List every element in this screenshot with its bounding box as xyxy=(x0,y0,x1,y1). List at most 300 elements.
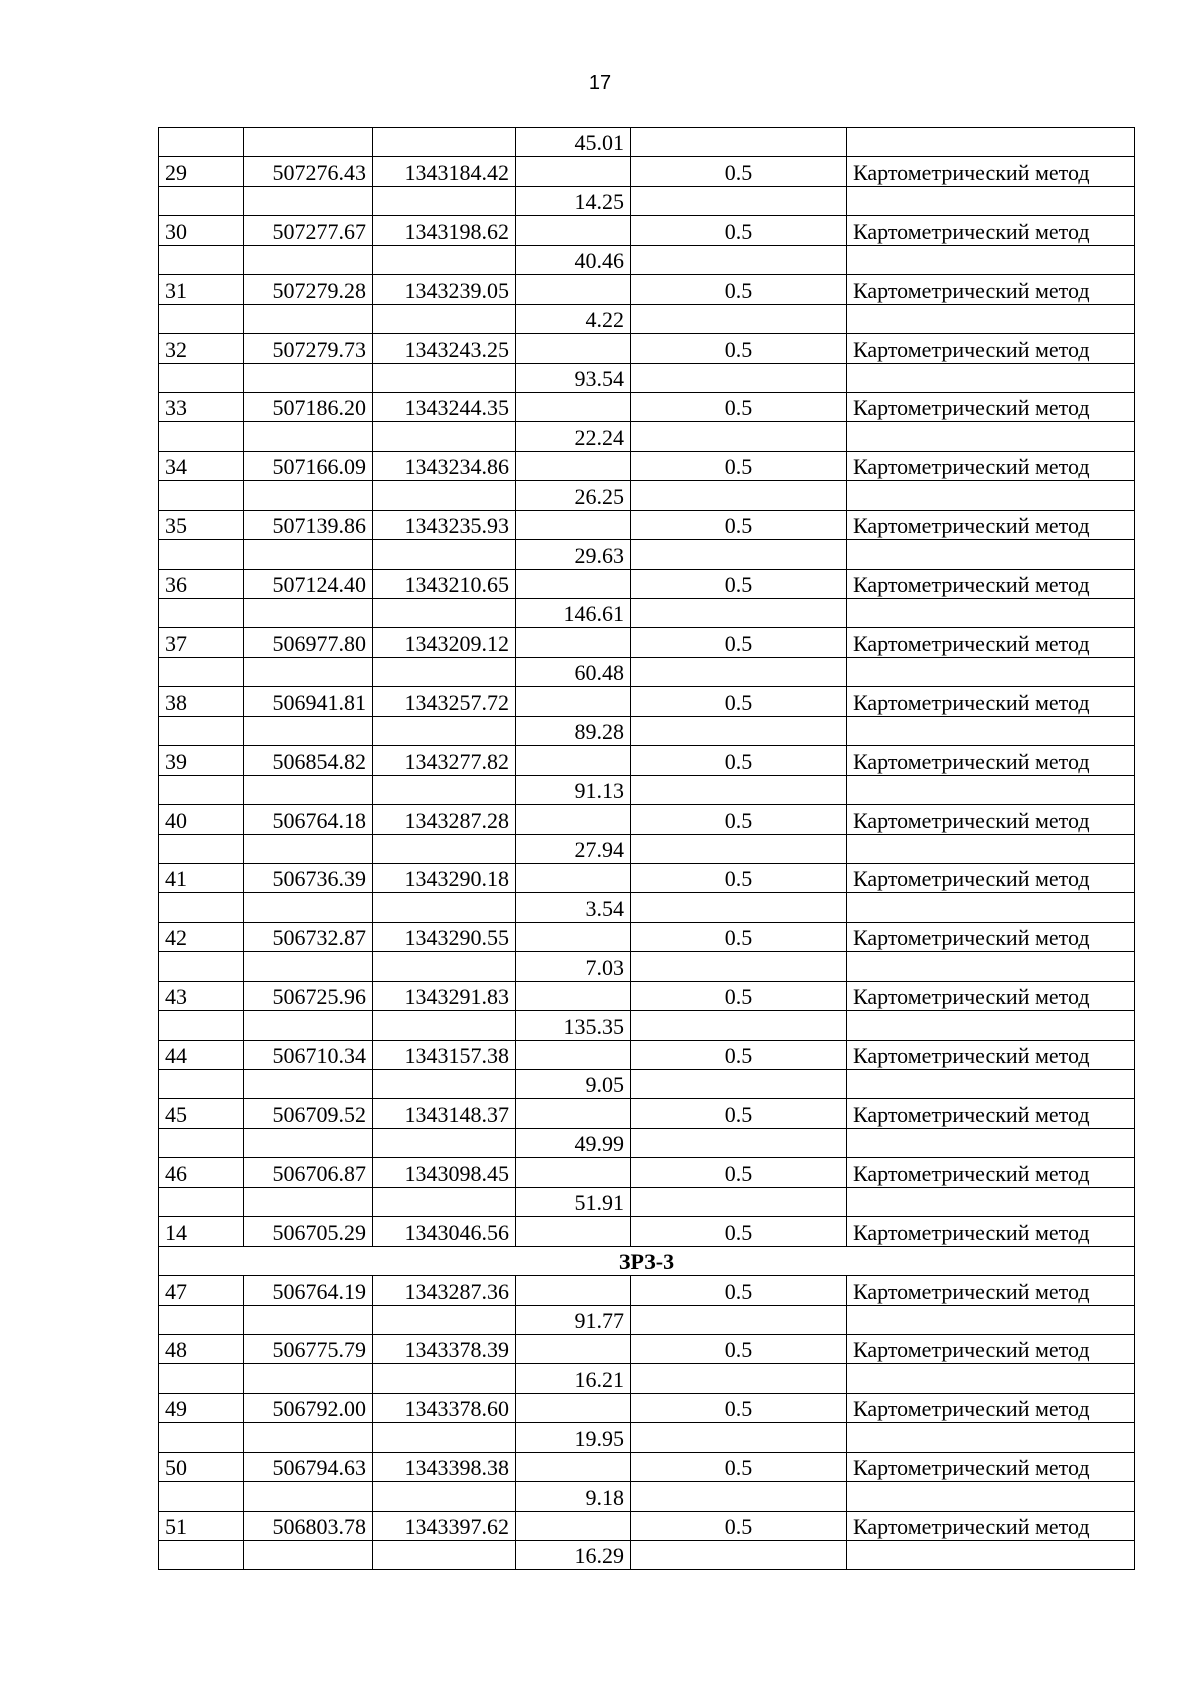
method-cell: Картометрический метод xyxy=(847,334,1135,363)
x-coordinate-cell xyxy=(244,304,373,333)
point-number-cell xyxy=(159,1011,244,1040)
point-number-cell xyxy=(159,1364,244,1393)
y-coordinate-cell: 1343291.83 xyxy=(373,981,516,1010)
accuracy-cell: 0.5 xyxy=(631,1393,847,1422)
method-cell: Картометрический метод xyxy=(847,157,1135,186)
point-row xyxy=(159,805,1135,834)
x-coordinate-cell xyxy=(244,657,373,686)
accuracy-cell xyxy=(631,1305,847,1334)
distance-cell: 29.63 xyxy=(516,540,631,569)
method-cell: Картометрический метод xyxy=(847,1334,1135,1363)
point-row xyxy=(159,334,1135,363)
y-coordinate-cell: 1343184.42 xyxy=(373,157,516,186)
y-coordinate-cell xyxy=(373,304,516,333)
x-coordinate-cell: 506794.63 xyxy=(244,1452,373,1481)
x-coordinate-cell: 506710.34 xyxy=(244,1040,373,1069)
point-number-cell: 44 xyxy=(159,1040,244,1069)
x-coordinate-cell: 507277.67 xyxy=(244,216,373,245)
point-number-cell xyxy=(159,1423,244,1452)
point-number-cell xyxy=(159,893,244,922)
x-coordinate-cell xyxy=(244,1011,373,1040)
method-cell xyxy=(847,716,1135,745)
point-number-cell xyxy=(159,1128,244,1157)
accuracy-cell xyxy=(631,481,847,510)
method-cell: Картометрический метод xyxy=(847,275,1135,304)
point-row xyxy=(159,1393,1135,1422)
distance-cell: 9.18 xyxy=(516,1482,631,1511)
y-coordinate-cell xyxy=(373,128,516,157)
distance-row xyxy=(159,1423,1135,1452)
distance-row xyxy=(159,186,1135,215)
y-coordinate-cell xyxy=(373,834,516,863)
y-coordinate-cell: 1343244.35 xyxy=(373,392,516,421)
y-coordinate-cell xyxy=(373,1011,516,1040)
distance-cell xyxy=(516,569,631,598)
point-row xyxy=(159,1217,1135,1246)
y-coordinate-cell xyxy=(373,1482,516,1511)
method-cell xyxy=(847,1423,1135,1452)
point-number-cell: 32 xyxy=(159,334,244,363)
y-coordinate-cell: 1343378.39 xyxy=(373,1334,516,1363)
distance-row xyxy=(159,952,1135,981)
method-cell: Картометрический метод xyxy=(847,628,1135,657)
method-cell xyxy=(847,363,1135,392)
accuracy-cell xyxy=(631,363,847,392)
distance-cell xyxy=(516,216,631,245)
accuracy-cell xyxy=(631,952,847,981)
accuracy-cell xyxy=(631,716,847,745)
x-coordinate-cell xyxy=(244,1364,373,1393)
point-row xyxy=(159,863,1135,892)
accuracy-cell xyxy=(631,1070,847,1099)
x-coordinate-cell: 507124.40 xyxy=(244,569,373,598)
distance-cell: 4.22 xyxy=(516,304,631,333)
x-coordinate-cell xyxy=(244,1070,373,1099)
distance-row xyxy=(159,716,1135,745)
y-coordinate-cell xyxy=(373,186,516,215)
distance-cell xyxy=(516,746,631,775)
distance-cell xyxy=(516,1393,631,1422)
method-cell xyxy=(847,893,1135,922)
x-coordinate-cell: 506941.81 xyxy=(244,687,373,716)
x-coordinate-cell xyxy=(244,775,373,804)
accuracy-cell xyxy=(631,893,847,922)
method-cell: Картометрический метод xyxy=(847,863,1135,892)
accuracy-cell: 0.5 xyxy=(631,628,847,657)
distance-cell: 49.99 xyxy=(516,1128,631,1157)
point-number-cell xyxy=(159,1305,244,1334)
point-row xyxy=(159,922,1135,951)
distance-cell: 45.01 xyxy=(516,128,631,157)
accuracy-cell: 0.5 xyxy=(631,1511,847,1540)
method-cell: Картометрический метод xyxy=(847,510,1135,539)
point-row xyxy=(159,981,1135,1010)
x-coordinate-cell: 507166.09 xyxy=(244,451,373,480)
y-coordinate-cell xyxy=(373,363,516,392)
x-coordinate-cell xyxy=(244,834,373,863)
y-coordinate-cell: 1343209.12 xyxy=(373,628,516,657)
accuracy-cell: 0.5 xyxy=(631,334,847,363)
point-number-cell: 39 xyxy=(159,746,244,775)
point-number-cell xyxy=(159,1541,244,1570)
y-coordinate-cell: 1343378.60 xyxy=(373,1393,516,1422)
accuracy-cell xyxy=(631,1482,847,1511)
method-cell: Картометрический метод xyxy=(847,746,1135,775)
y-coordinate-cell: 1343098.45 xyxy=(373,1158,516,1187)
x-coordinate-cell: 506775.79 xyxy=(244,1334,373,1363)
point-number-cell xyxy=(159,481,244,510)
y-coordinate-cell xyxy=(373,1070,516,1099)
accuracy-cell: 0.5 xyxy=(631,687,847,716)
point-number-cell: 29 xyxy=(159,157,244,186)
distance-cell: 14.25 xyxy=(516,186,631,215)
point-row xyxy=(159,510,1135,539)
accuracy-cell: 0.5 xyxy=(631,1334,847,1363)
y-coordinate-cell: 1343287.28 xyxy=(373,805,516,834)
point-number-cell xyxy=(159,422,244,451)
section-header-row xyxy=(159,1246,1135,1275)
y-coordinate-cell: 1343046.56 xyxy=(373,1217,516,1246)
distance-row xyxy=(159,1128,1135,1157)
point-number-cell xyxy=(159,128,244,157)
x-coordinate-cell xyxy=(244,128,373,157)
x-coordinate-cell: 506732.87 xyxy=(244,922,373,951)
y-coordinate-cell: 1343239.05 xyxy=(373,275,516,304)
y-coordinate-cell xyxy=(373,1423,516,1452)
x-coordinate-cell xyxy=(244,1423,373,1452)
x-coordinate-cell: 507276.43 xyxy=(244,157,373,186)
point-row xyxy=(159,1452,1135,1481)
distance-row xyxy=(159,834,1135,863)
method-cell: Картометрический метод xyxy=(847,216,1135,245)
method-cell xyxy=(847,540,1135,569)
accuracy-cell: 0.5 xyxy=(631,1158,847,1187)
distance-cell: 135.35 xyxy=(516,1011,631,1040)
distance-row xyxy=(159,1011,1135,1040)
accuracy-cell xyxy=(631,834,847,863)
y-coordinate-cell xyxy=(373,481,516,510)
method-cell: Картометрический метод xyxy=(847,1452,1135,1481)
point-number-cell: 43 xyxy=(159,981,244,1010)
distance-cell: 91.77 xyxy=(516,1305,631,1334)
point-row xyxy=(159,1040,1135,1069)
point-number-cell: 42 xyxy=(159,922,244,951)
distance-row xyxy=(159,363,1135,392)
x-coordinate-cell: 506764.19 xyxy=(244,1276,373,1305)
y-coordinate-cell xyxy=(373,422,516,451)
accuracy-cell xyxy=(631,657,847,686)
distance-row xyxy=(159,1070,1135,1099)
distance-cell xyxy=(516,1040,631,1069)
distance-row xyxy=(159,481,1135,510)
distance-row xyxy=(159,304,1135,333)
y-coordinate-cell xyxy=(373,1541,516,1570)
accuracy-cell xyxy=(631,1128,847,1157)
point-number-cell xyxy=(159,245,244,274)
point-number-cell: 46 xyxy=(159,1158,244,1187)
point-number-cell: 33 xyxy=(159,392,244,421)
point-number-cell xyxy=(159,304,244,333)
y-coordinate-cell xyxy=(373,1364,516,1393)
distance-cell xyxy=(516,805,631,834)
y-coordinate-cell: 1343148.37 xyxy=(373,1099,516,1128)
y-coordinate-cell xyxy=(373,1128,516,1157)
method-cell: Картометрический метод xyxy=(847,1393,1135,1422)
distance-cell: 89.28 xyxy=(516,716,631,745)
point-number-cell: 34 xyxy=(159,451,244,480)
x-coordinate-cell: 506764.18 xyxy=(244,805,373,834)
point-row xyxy=(159,275,1135,304)
distance-cell xyxy=(516,334,631,363)
y-coordinate-cell: 1343198.62 xyxy=(373,216,516,245)
accuracy-cell: 0.5 xyxy=(631,569,847,598)
distance-cell xyxy=(516,510,631,539)
y-coordinate-cell: 1343210.65 xyxy=(373,569,516,598)
distance-cell xyxy=(516,1511,631,1540)
distance-row xyxy=(159,1364,1135,1393)
point-number-cell: 36 xyxy=(159,569,244,598)
x-coordinate-cell: 507279.28 xyxy=(244,275,373,304)
point-number-cell xyxy=(159,716,244,745)
y-coordinate-cell: 1343234.86 xyxy=(373,451,516,480)
method-cell xyxy=(847,422,1135,451)
x-coordinate-cell xyxy=(244,1187,373,1216)
point-number-cell: 51 xyxy=(159,1511,244,1540)
accuracy-cell: 0.5 xyxy=(631,392,847,421)
y-coordinate-cell xyxy=(373,245,516,274)
accuracy-cell xyxy=(631,186,847,215)
x-coordinate-cell: 506792.00 xyxy=(244,1393,373,1422)
method-cell xyxy=(847,128,1135,157)
x-coordinate-cell: 507186.20 xyxy=(244,392,373,421)
point-number-cell xyxy=(159,834,244,863)
point-row xyxy=(159,1158,1135,1187)
distance-row xyxy=(159,540,1135,569)
accuracy-cell: 0.5 xyxy=(631,863,847,892)
accuracy-cell: 0.5 xyxy=(631,1452,847,1481)
point-number-cell: 50 xyxy=(159,1452,244,1481)
y-coordinate-cell xyxy=(373,1187,516,1216)
y-coordinate-cell: 1343397.62 xyxy=(373,1511,516,1540)
distance-cell: 40.46 xyxy=(516,245,631,274)
method-cell: Картометрический метод xyxy=(847,1040,1135,1069)
point-row xyxy=(159,1099,1135,1128)
accuracy-cell xyxy=(631,540,847,569)
method-cell: Картометрический метод xyxy=(847,1158,1135,1187)
method-cell: Картометрический метод xyxy=(847,922,1135,951)
distance-cell: 16.29 xyxy=(516,1541,631,1570)
y-coordinate-cell xyxy=(373,657,516,686)
distance-cell: 27.94 xyxy=(516,834,631,863)
accuracy-cell xyxy=(631,1187,847,1216)
distance-cell: 19.95 xyxy=(516,1423,631,1452)
method-cell: Картометрический метод xyxy=(847,1276,1135,1305)
distance-cell xyxy=(516,628,631,657)
method-cell xyxy=(847,1364,1135,1393)
point-number-cell xyxy=(159,657,244,686)
x-coordinate-cell: 506854.82 xyxy=(244,746,373,775)
x-coordinate-cell: 507279.73 xyxy=(244,334,373,363)
method-cell: Картометрический метод xyxy=(847,1217,1135,1246)
point-number-cell: 48 xyxy=(159,1334,244,1363)
accuracy-cell: 0.5 xyxy=(631,805,847,834)
point-number-cell: 31 xyxy=(159,275,244,304)
page-number: 17 xyxy=(588,72,612,94)
point-number-cell xyxy=(159,186,244,215)
distance-cell: 22.24 xyxy=(516,422,631,451)
distance-cell xyxy=(516,157,631,186)
method-cell: Картометрический метод xyxy=(847,1099,1135,1128)
x-coordinate-cell xyxy=(244,893,373,922)
point-number-cell xyxy=(159,952,244,981)
method-cell xyxy=(847,952,1135,981)
point-number-cell xyxy=(159,1187,244,1216)
accuracy-cell xyxy=(631,1011,847,1040)
y-coordinate-cell xyxy=(373,716,516,745)
distance-cell: 93.54 xyxy=(516,363,631,392)
y-coordinate-cell: 1343290.55 xyxy=(373,922,516,951)
point-row xyxy=(159,1276,1135,1305)
distance-cell xyxy=(516,1452,631,1481)
accuracy-cell: 0.5 xyxy=(631,275,847,304)
y-coordinate-cell: 1343243.25 xyxy=(373,334,516,363)
accuracy-cell: 0.5 xyxy=(631,1099,847,1128)
distance-cell xyxy=(516,687,631,716)
accuracy-cell: 0.5 xyxy=(631,922,847,951)
accuracy-cell: 0.5 xyxy=(631,746,847,775)
distance-row xyxy=(159,1482,1135,1511)
method-cell: Картометрический метод xyxy=(847,569,1135,598)
x-coordinate-cell: 506709.52 xyxy=(244,1099,373,1128)
point-number-cell xyxy=(159,1070,244,1099)
distance-cell: 26.25 xyxy=(516,481,631,510)
y-coordinate-cell: 1343398.38 xyxy=(373,1452,516,1481)
distance-cell: 16.21 xyxy=(516,1364,631,1393)
method-cell xyxy=(847,304,1135,333)
x-coordinate-cell xyxy=(244,186,373,215)
section-title: ЗРЗ-3 xyxy=(159,1246,1135,1275)
distance-row xyxy=(159,893,1135,922)
accuracy-cell xyxy=(631,1423,847,1452)
method-cell xyxy=(847,657,1135,686)
distance-cell: 51.91 xyxy=(516,1187,631,1216)
point-number-cell: 14 xyxy=(159,1217,244,1246)
accuracy-cell xyxy=(631,245,847,274)
point-number-cell: 38 xyxy=(159,687,244,716)
point-number-cell xyxy=(159,599,244,628)
y-coordinate-cell xyxy=(373,1305,516,1334)
point-row xyxy=(159,216,1135,245)
method-cell xyxy=(847,1305,1135,1334)
x-coordinate-cell: 506725.96 xyxy=(244,981,373,1010)
distance-cell xyxy=(516,922,631,951)
distance-row xyxy=(159,128,1135,157)
y-coordinate-cell xyxy=(373,540,516,569)
method-cell xyxy=(847,834,1135,863)
x-coordinate-cell xyxy=(244,1541,373,1570)
point-number-cell xyxy=(159,363,244,392)
method-cell: Картометрический метод xyxy=(847,981,1135,1010)
y-coordinate-cell: 1343157.38 xyxy=(373,1040,516,1069)
point-number-cell: 49 xyxy=(159,1393,244,1422)
distance-cell: 7.03 xyxy=(516,952,631,981)
point-number-cell: 45 xyxy=(159,1099,244,1128)
accuracy-cell xyxy=(631,775,847,804)
distance-cell xyxy=(516,392,631,421)
x-coordinate-cell: 507139.86 xyxy=(244,510,373,539)
distance-cell xyxy=(516,981,631,1010)
point-number-cell xyxy=(159,540,244,569)
x-coordinate-cell: 506705.29 xyxy=(244,1217,373,1246)
y-coordinate-cell xyxy=(373,599,516,628)
distance-cell xyxy=(516,1158,631,1187)
distance-row xyxy=(159,1187,1135,1216)
point-row xyxy=(159,157,1135,186)
distance-row xyxy=(159,657,1135,686)
method-cell xyxy=(847,1541,1135,1570)
x-coordinate-cell xyxy=(244,599,373,628)
method-cell: Картометрический метод xyxy=(847,451,1135,480)
x-coordinate-cell xyxy=(244,716,373,745)
accuracy-cell xyxy=(631,304,847,333)
accuracy-cell xyxy=(631,128,847,157)
method-cell: Картометрический метод xyxy=(847,1511,1135,1540)
x-coordinate-cell xyxy=(244,1482,373,1511)
x-coordinate-cell: 506736.39 xyxy=(244,863,373,892)
distance-row xyxy=(159,775,1135,804)
distance-cell xyxy=(516,1217,631,1246)
y-coordinate-cell: 1343290.18 xyxy=(373,863,516,892)
distance-row xyxy=(159,422,1135,451)
distance-cell xyxy=(516,1276,631,1305)
point-number-cell xyxy=(159,1482,244,1511)
distance-cell: 60.48 xyxy=(516,657,631,686)
distance-cell xyxy=(516,275,631,304)
accuracy-cell: 0.5 xyxy=(631,981,847,1010)
accuracy-cell: 0.5 xyxy=(631,1276,847,1305)
distance-row xyxy=(159,1541,1135,1570)
method-cell xyxy=(847,245,1135,274)
point-number-cell xyxy=(159,775,244,804)
accuracy-cell xyxy=(631,1364,847,1393)
distance-cell: 3.54 xyxy=(516,893,631,922)
y-coordinate-cell xyxy=(373,952,516,981)
point-number-cell: 35 xyxy=(159,510,244,539)
distance-cell: 146.61 xyxy=(516,599,631,628)
distance-cell xyxy=(516,1334,631,1363)
distance-cell: 9.05 xyxy=(516,1070,631,1099)
x-coordinate-cell xyxy=(244,540,373,569)
y-coordinate-cell xyxy=(373,775,516,804)
method-cell xyxy=(847,481,1135,510)
point-row xyxy=(159,1334,1135,1363)
accuracy-cell xyxy=(631,1541,847,1570)
accuracy-cell: 0.5 xyxy=(631,1217,847,1246)
x-coordinate-cell xyxy=(244,952,373,981)
y-coordinate-cell: 1343287.36 xyxy=(373,1276,516,1305)
y-coordinate-cell: 1343277.82 xyxy=(373,746,516,775)
distance-cell: 91.13 xyxy=(516,775,631,804)
accuracy-cell: 0.5 xyxy=(631,157,847,186)
method-cell: Картометрический метод xyxy=(847,392,1135,421)
x-coordinate-cell: 506977.80 xyxy=(244,628,373,657)
y-coordinate-cell: 1343257.72 xyxy=(373,687,516,716)
point-number-cell: 30 xyxy=(159,216,244,245)
point-row xyxy=(159,451,1135,480)
accuracy-cell: 0.5 xyxy=(631,451,847,480)
accuracy-cell: 0.5 xyxy=(631,1040,847,1069)
method-cell xyxy=(847,1070,1135,1099)
